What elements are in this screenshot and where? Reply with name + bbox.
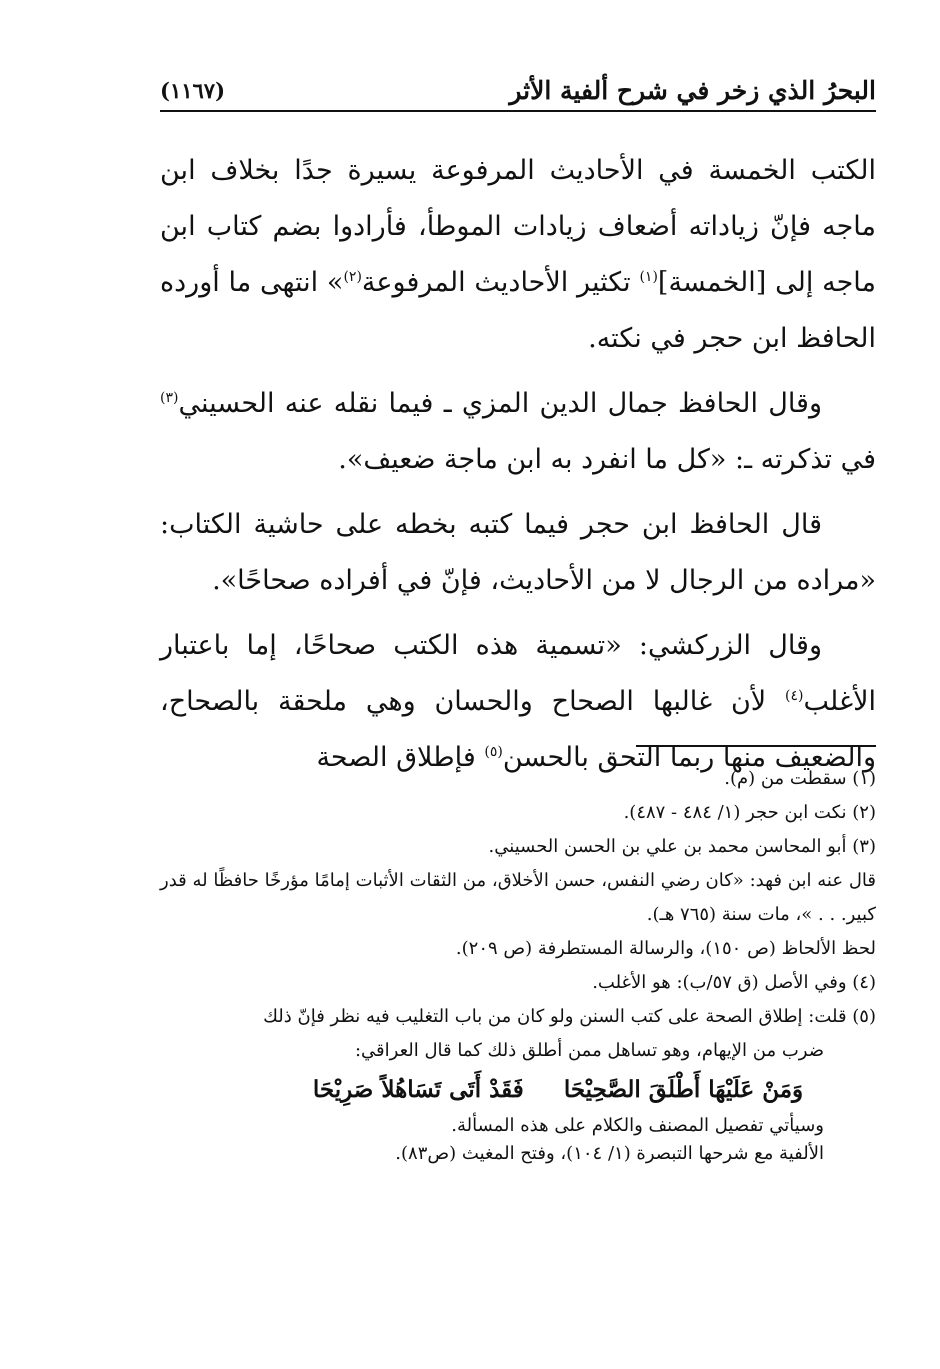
footnote-ref-5: (٥) [484,744,503,760]
verse-first-hemistich: وَمَنْ عَلَيْهَا أَطْلَقَ الصَّحِيْحَا [563,1076,804,1103]
footnote-3-sources: لحظ الألحاظ (ص ١٥٠)، والرسالة المستطرفة (ص ٢٠٩). [455,938,876,959]
text-run: لأن غالبها الصحاح والحسان وهي ملحقة بالصحاح، والضعيف منها ربما التحق بالحسن [160,686,876,773]
footnote-3: (٣) أبو المحاسن محمد بن علي بن الحسن الحسيني. [488,836,876,857]
footnote-5-continuation: ضرب من الإيهام، وهو تساهل ممن أطلق ذلك كما قال العراقي: [354,1040,824,1061]
footnote-ref-2: (٢) [343,269,362,285]
footnote-5-note: وسيأتي تفصيل المصنف والكلام على هذه المسألة. [451,1115,824,1136]
footnote-4: (٤) وفي الأصل (ق ٥٧/ب): هو الأغلب. [592,972,876,993]
text-run: وقال الحافظ جمال الدين المزي ـ فيما نقله عنه الحسيني [178,388,823,419]
text-run: وقال الزركشي: «تسمية هذه الكتب صحاحًا، إما باعتبار الأغلب [160,630,876,717]
footnote-3-biography: قال عنه ابن فهد: «كان رضي النفس، حسن الأخلاق، من الثقات الأثبات إمامًا مؤرخًا حافظًا له قدر كبير. . . »، مات سنة (٧٦٥ هـ). [160,870,876,925]
text-run: الكتب الخمسة في الأحاديث المرفوعة يسيرة جدًا بخلاف ابن ماجه فإنّ زياداته أضعاف زيادات الموطأ، فأرادوا بضم كتاب ابن ماجه إلى [الخمسة] [160,155,876,298]
footnote-ref-4: (٤) [785,688,804,704]
footnote-2: (٢) نكت ابن حجر (١/ ٤٨٤ - ٤٨٧). [623,802,876,823]
text-run: فإطلاق الصحة [316,742,485,773]
paragraph-2 [160,376,876,488]
page-header [160,70,876,112]
page-number: (١١٦٧) [160,77,225,103]
footnotes [160,762,876,1168]
footnote-5: (٥) قلت: إطلاق الصحة على كتب السنن ولو كان من باب التغليب فيه نظر فإنّ ذلك [263,1006,876,1027]
footnote-1: (١) سقطت من (م). [724,768,876,789]
footnote-5-sources: الألفية مع شرحها التبصرة (١/ ١٠٤)، وفتح المغيث (ص٨٣). [395,1143,824,1164]
poetry-verse [160,1068,876,1112]
verse-second-hemistich: فَقَدْ أَتَى تَسَاهُلاً صَرِيْحَا [312,1076,524,1103]
paragraph-4 [160,618,876,786]
footnote-separator [636,745,876,747]
footnote-ref-1: (١) [639,269,658,285]
text-run: » انتهى ما أورده الحافظ ابن حجر في نكته. [160,267,876,354]
paragraph-1 [160,143,876,367]
text-run: في تذكرته ـ: «كل ما انفرد به ابن ماجة ضعيف». [338,444,876,475]
paragraph-3: قال الحافظ ابن حجر فيما كتبه بخطه على حاشية الكتاب: «مراده من الرجال لا من الأحاديث، فإنّ في أفراده صحاحًا». [160,509,876,596]
main-text [160,143,876,786]
text-run: تكثير الأحاديث المرفوعة [361,267,640,298]
running-title: البحرُ الذي زخر في شرح ألفية الأثر [509,75,876,105]
footnote-ref-3: (٣) [160,390,179,406]
